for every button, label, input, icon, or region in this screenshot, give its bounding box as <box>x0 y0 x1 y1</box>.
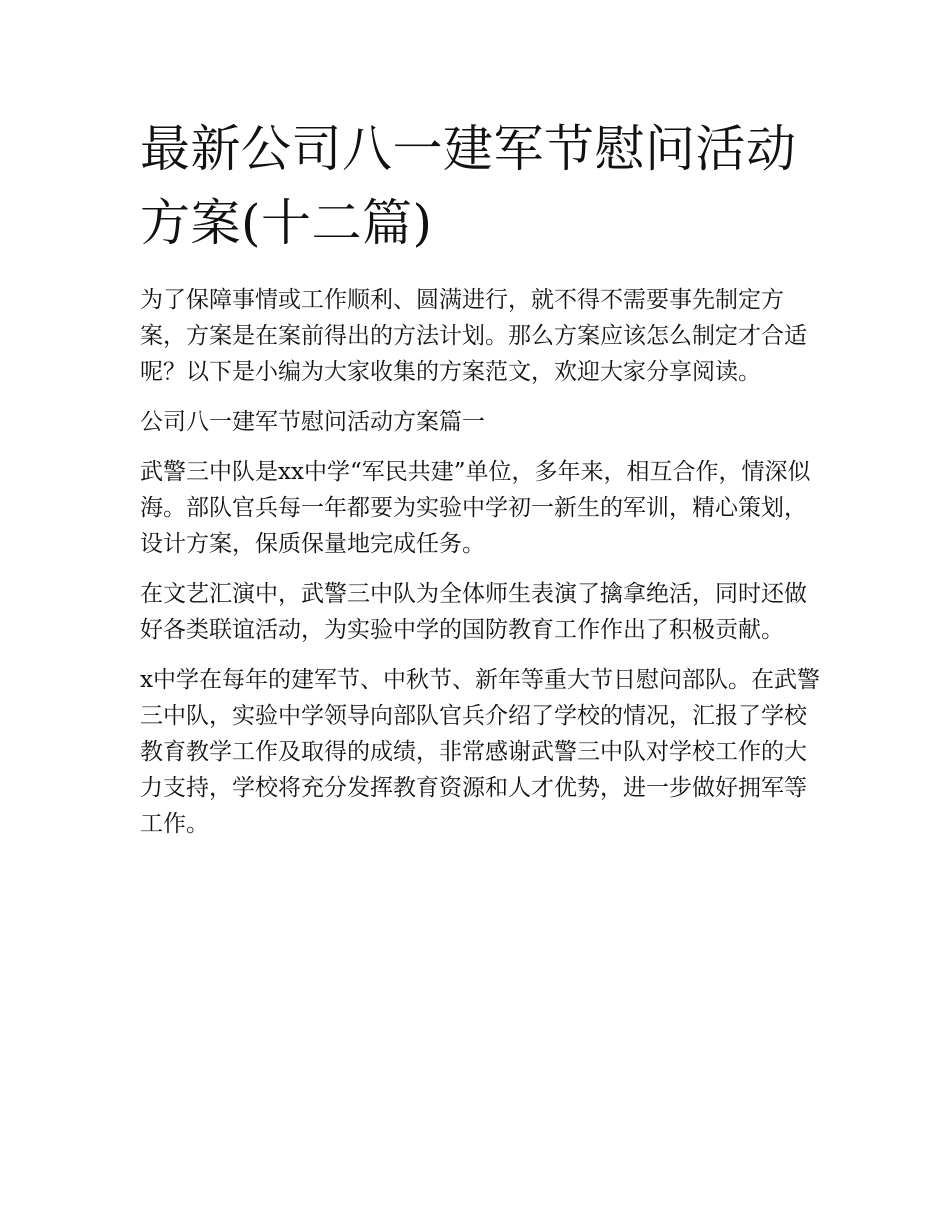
intro-paragraph: 为了保障事情或工作顺利、圆满进行，就不得不需要事先制定方案，方案是在案前得出的方法计划。那么方案应该怎么制定才合适呢？以下是小编为大家收集的方案范文，欢迎大家分享阅读。 <box>140 287 807 385</box>
section-heading: 公司八一建军节慰问活动方案篇一 <box>140 409 485 435</box>
body-paragraph: 武警三中队是xx中学“军民共建”单位，多年来，相互合作，情深似海。部队官兵每一年都要为实验中学初一新生的军训，精心策划，设计方案，保质保量地完成任务。 <box>140 459 811 557</box>
body-paragraph: 在文艺汇演中，武警三中队为全体师生表演了擒拿绝活，同时还做好各类联谊活动，为实验中学的国防教育工作作出了积极贡献。 <box>140 581 807 643</box>
document-title: 最新公司八一建军节慰问活动方案(十二篇) <box>140 120 797 252</box>
body-paragraph: x中学在每年的建军节、中秋节、新年等重大节日慰问部队。在武警三中队，实验中学领导向部队官兵介绍了学校的情况，汇报了学校教育教学工作及取得的成绩，非常感谢武警三中队对学校工作的大力支持，学校将充分发挥教育资源和人才优势，进一步做好拥军等工作。 <box>140 667 820 837</box>
document-body <box>140 282 820 856</box>
